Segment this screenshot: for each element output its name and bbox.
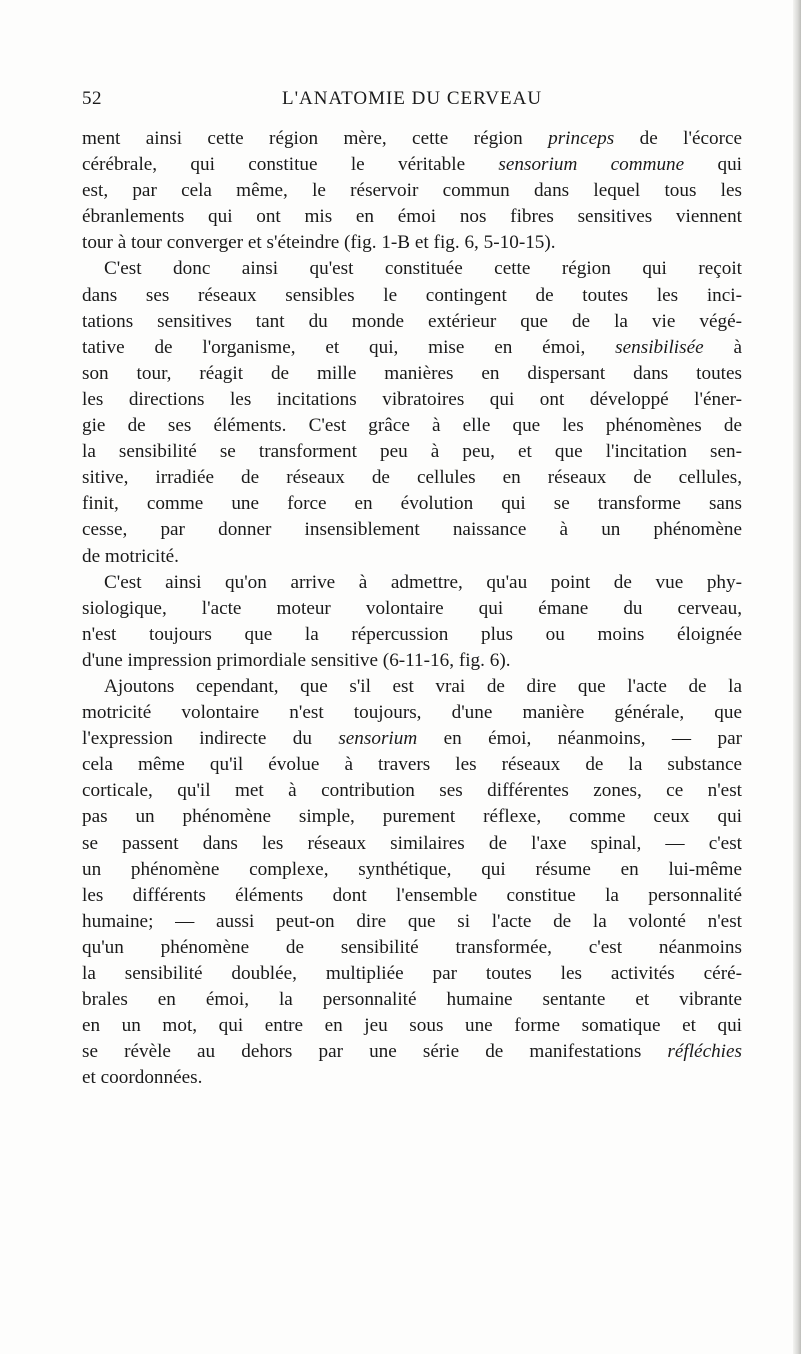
- text-segment: gie de ses éléments. C'est grâce à elle que les phénomènes de: [82, 415, 742, 437]
- text-line: [82, 439, 742, 465]
- text-segment: la sensibilité se transforment peu à peu, et que l'incitation sen-: [82, 441, 742, 463]
- text-segment: se révèle au dehors par une série de manifestations: [82, 1041, 668, 1063]
- text-segment: siologique, l'acte moteur volontaire qui émane du cerveau,: [82, 597, 742, 619]
- italic-term: princeps: [548, 128, 615, 149]
- text-line: [82, 1065, 742, 1091]
- text-line: [82, 935, 742, 961]
- text-segment: son tour, réagit de mille manières en dispersant dans toutes: [82, 362, 742, 384]
- text-segment: qui: [684, 154, 742, 176]
- text-segment: dans ses réseaux sensibles le contingent de toutes les inci-: [82, 284, 742, 306]
- text-segment: cesse, par donner insensiblement naissance à un phénomène: [82, 519, 742, 541]
- paragraph: [82, 256, 742, 569]
- page-edge-shadow: [793, 0, 801, 1354]
- paragraph: [82, 674, 742, 1092]
- text-line: [82, 831, 742, 857]
- text-line: [82, 1013, 742, 1039]
- running-title: L'ANATOMIE DU CERVEAU: [282, 88, 543, 109]
- text-line: [82, 413, 742, 439]
- text-segment: la sensibilité doublée, multipliée par toutes les activités céré-: [82, 963, 742, 984]
- text-segment: finit, comme une force en évolution qui se transforme sans: [82, 493, 742, 515]
- text-segment: d'une impression primordiale sensitive (6-11-16, fig. 6).: [82, 649, 511, 671]
- text-line: [82, 700, 742, 726]
- text-line: [82, 465, 742, 491]
- text-line: [82, 622, 742, 648]
- text-line: [82, 335, 742, 361]
- text-segment: pas un phénomène simple, purement réflexe, comme ceux qui: [82, 806, 742, 828]
- text-segment: se passent dans les réseaux similaires de l'axe spinal, — c'est: [82, 832, 742, 854]
- text-line: [82, 283, 742, 309]
- page-number: 52: [82, 88, 102, 109]
- text-segment: en émoi, néanmoins, — par: [417, 728, 742, 750]
- italic-term: réfléchies: [667, 1041, 742, 1063]
- text-line: [82, 883, 742, 909]
- text-line: [82, 361, 742, 387]
- body-text: [82, 126, 742, 1091]
- text-segment: Ajoutons cependant, que s'il est vrai de dire que l'acte de la: [104, 675, 742, 697]
- text-line: [82, 726, 742, 752]
- text-segment: ébranlements qui ont mis en émoi nos fibres sensitives viennent: [82, 206, 742, 228]
- text-line: [82, 857, 742, 883]
- italic-term: sensorium: [338, 728, 418, 750]
- text-line: [82, 204, 742, 230]
- text-line: [82, 804, 742, 830]
- italic-term: sensorium commune: [498, 154, 685, 176]
- text-segment: cérébrale, qui constitue le véritable: [82, 154, 499, 176]
- text-segment: n'est toujours que la répercussion plus ou moins éloignée: [82, 623, 742, 645]
- text-segment: un phénomène complexe, synthétique, qui résume en lui-même: [82, 858, 742, 880]
- paragraph: [82, 126, 742, 256]
- text-segment: cela même qu'il évolue à travers les réseaux de la substance: [82, 754, 742, 776]
- text-segment: ment ainsi cette région mère, cette région: [82, 128, 549, 149]
- text-segment: à: [703, 336, 742, 358]
- text-segment: tations sensitives tant du monde extérieur que de la vie végé-: [82, 310, 742, 332]
- text-segment: de l'écorce: [614, 128, 742, 149]
- page-header: [82, 88, 742, 114]
- text-line: [82, 126, 742, 152]
- text-line: [82, 230, 742, 256]
- text-line: [82, 1039, 742, 1065]
- text-line: [82, 517, 742, 543]
- text-segment: l'expression indirecte du: [82, 728, 339, 750]
- text-segment: qu'un phénomène de sensibilité transformée, c'est néanmoins: [82, 936, 742, 958]
- italic-term: sensibilisée: [615, 336, 704, 358]
- text-line: [82, 752, 742, 778]
- text-line: [82, 987, 742, 1013]
- text-segment: les différents éléments dont l'ensemble constitue la personnalité: [82, 884, 742, 906]
- text-line: [82, 309, 742, 335]
- text-segment: C'est ainsi qu'on arrive à admettre, qu'au point de vue phy-: [104, 571, 742, 593]
- text-segment: de motricité.: [82, 545, 179, 567]
- text-segment: corticale, qu'il met à contribution ses différentes zones, ce n'est: [82, 780, 742, 802]
- text-segment: les directions les incitations vibratoires qui ont développé l'éner-: [82, 388, 742, 410]
- text-line: [82, 909, 742, 935]
- paragraph: [82, 570, 742, 674]
- text-segment: est, par cela même, le réservoir commun dans lequel tous les: [82, 180, 742, 202]
- text-segment: motricité volontaire n'est toujours, d'une manière générale, que: [82, 702, 742, 724]
- text-segment: sitive, irradiée de réseaux de cellules en réseaux de cellules,: [82, 467, 742, 489]
- text-line: [82, 387, 742, 413]
- text-line: [82, 570, 742, 596]
- text-segment: humaine; — aussi peut-on dire que si l'acte de la volonté n'est: [82, 910, 742, 932]
- text-line: [82, 596, 742, 622]
- text-segment: en un mot, qui entre en jeu sous une forme somatique et qui: [82, 1015, 742, 1037]
- text-segment: C'est donc ainsi qu'est constituée cette région qui reçoit: [104, 258, 742, 280]
- text-segment: brales en émoi, la personnalité humaine sentante et vibrante: [82, 989, 742, 1011]
- text-line: [82, 491, 742, 517]
- text-line: [82, 674, 742, 700]
- text-line: [82, 961, 742, 987]
- text-line: [82, 648, 742, 674]
- text-line: [82, 178, 742, 204]
- text-segment: tour à tour converger et s'éteindre (fig. 1-B et fig. 6, 5-10-15).: [82, 232, 556, 254]
- text-segment: et coordonnées.: [82, 1067, 203, 1089]
- text-segment: tative de l'organisme, et qui, mise en émoi,: [82, 336, 616, 358]
- text-line: [82, 256, 742, 282]
- text-line: [82, 544, 742, 570]
- text-line: [82, 152, 742, 178]
- text-line: [82, 778, 742, 804]
